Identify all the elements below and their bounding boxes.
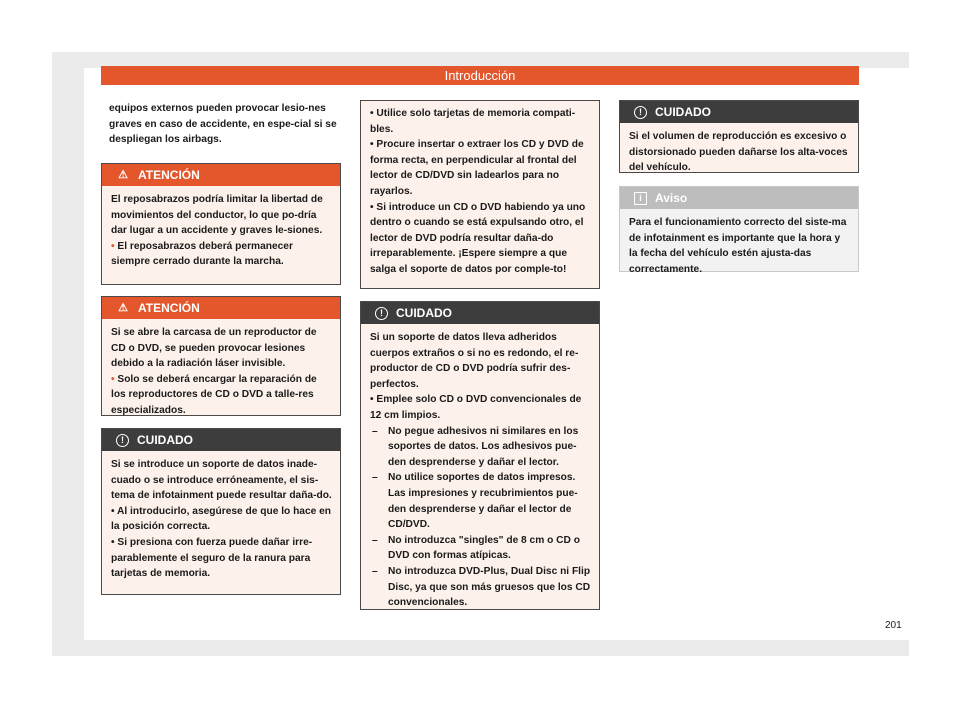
notice-header <box>620 187 858 209</box>
warning-bullet <box>111 239 332 270</box>
caution-box-media <box>101 428 341 595</box>
warning-title: ATENCIÓN <box>138 301 200 315</box>
warning-bullet-text: El reposabrazos deberá permanecer siempre cerrado durante la marcha. <box>111 240 293 268</box>
warning-bullet <box>111 372 332 419</box>
warning-body <box>102 186 340 270</box>
bullet-icon: • <box>111 373 118 385</box>
warning-body <box>102 319 340 419</box>
caution-header <box>620 101 858 123</box>
tips-bullet-text: Procure insertar o extraer los CD y DVD de forma recta, en perpendicular al frontal del lector de CD/DVD sin ladearlos para no rayarlos. <box>370 139 584 197</box>
warning-triangle-icon: ⚠ <box>118 169 128 181</box>
caution-dash-item: – No pegue adhesivos ni similares en los soportes de datos. Los adhesivos pue-den desprenderse y dañar el lector. <box>370 424 591 471</box>
caution-box-volume <box>619 100 859 173</box>
notice-box <box>619 186 859 275</box>
intro-paragraph <box>109 101 339 148</box>
caution-text: Si el volumen de reproducción es excesivo o distorsionado pueden dañarse los alta-voces del vehículo. <box>629 131 848 174</box>
caution-title: CUIDADO <box>396 306 452 320</box>
caution-body <box>102 451 340 582</box>
warning-box-armrest <box>101 163 341 285</box>
warning-box-laser <box>101 296 341 416</box>
tips-bullet: • Utilice solo tarjetas de memoria compati-bles. <box>370 108 576 135</box>
caution-bullet: • Emplee solo CD o DVD convencionales de 12 cm limpios. <box>370 394 582 421</box>
tips-bullet-text: Utilice solo tarjetas de memoria compati-bles. <box>370 108 576 135</box>
caution-bullet: • Si presiona con fuerza puede dañar irre-parablemente el seguro de la ranura para tarjetas de memoria. <box>111 536 313 580</box>
caution-dash-item: – No utilice soportes de datos impresos. Las impresiones y recubrimientos pue-den desprenderse y dañar el lector de CD/DVD. <box>370 470 591 532</box>
tips-bullet-text: Si introduce un CD o DVD habiendo ya uno dentro o cuando se está expulsando otro, el lector de DVD podría resultar daña-do irreparablemente. ¡Espere siempre a que salga el soporte de datos por comple-to! <box>370 201 586 275</box>
info-icon: i <box>634 192 647 205</box>
caution-text: Si se introduce un soporte de datos inade-cuado o se introduce erróneamente, el sis-tema de infotainment puede resultar daña-do. <box>111 459 332 502</box>
warning-header <box>102 297 340 319</box>
caution-body <box>620 123 858 176</box>
notice-text: Para el funcionamiento correcto del siste-ma de infotainment es importante que la hora y la fecha del vehículo estén ajusta-das correctamente. <box>629 217 847 275</box>
warning-bullet-text: Solo se deberá encargar la reparación de los reproductores de CD o DVD a talle-res especializados. <box>111 373 317 416</box>
tips-box <box>360 100 600 289</box>
caution-dash-item: – No introduzca DVD-Plus, Dual Disc ni Flip Disc, ya que son más gruesos que los CD convencionales. <box>370 564 591 611</box>
caution-circle-icon: ! <box>116 434 129 447</box>
warning-header <box>102 164 340 186</box>
page-number: 201 <box>885 620 902 631</box>
intro-text: equipos externos pueden provocar lesio-nes graves en caso de accidente, en espe-cial si se despliegan los airbags. <box>109 103 337 146</box>
tips-body <box>361 101 599 278</box>
notice-title: Aviso <box>655 191 688 205</box>
caution-title: CUIDADO <box>137 433 193 447</box>
section-header: Introducción <box>101 66 859 85</box>
caution-title: CUIDADO <box>655 105 711 119</box>
caution-bullet-text: Si presiona con fuerza puede dañar irre-parablemente el seguro de la ranura para tarjetas de memoria. <box>111 536 313 580</box>
notice-body <box>620 209 858 277</box>
warning-text: Si se abre la carcasa de un reproductor de CD o DVD, se pueden provocar lesiones debido a la radiación láser invisible. <box>111 327 317 370</box>
warning-triangle-icon: ⚠ <box>118 302 128 314</box>
caution-header <box>361 302 599 324</box>
caution-dash-item: – No introduzca "singles" de 8 cm o CD o DVD con formas atípicas. <box>370 533 591 564</box>
caution-box-discs <box>360 301 600 610</box>
caution-body <box>361 324 599 611</box>
caution-circle-icon: ! <box>375 307 388 320</box>
caution-text: Si un soporte de datos lleva adheridos cuerpos extraños o si no es redondo, el re-productor de CD o DVD podría sufrir des-perfectos. <box>370 332 579 390</box>
tips-bullet: • Si introduce un CD o DVD habiendo ya uno dentro o cuando se está expulsando otro, el lector de DVD podría resultar daña-do irreparablemente. ¡Espere siempre a que salga el soporte de datos por comple-to! <box>370 201 586 275</box>
tips-bullet: • Procure insertar o extraer los CD y DVD de forma recta, en perpendicular al frontal del lector de CD/DVD sin ladearlos para no rayarlos. <box>370 139 584 197</box>
caution-circle-icon: ! <box>634 106 647 119</box>
warning-text: El reposabrazos podría limitar la libertad de movimientos del conductor, lo que po-dría dar lugar a un accidente y graves le-siones. <box>111 194 323 237</box>
caution-bullet-text: Al introducirlo, asegúrese de que lo hace en la posición correcta. <box>111 505 332 533</box>
caution-bullet: • Al introducirlo, asegúrese de que lo hace en la posición correcta. <box>111 505 332 533</box>
caution-header <box>102 429 340 451</box>
caution-bullet-text: Emplee solo CD o DVD convencionales de 12 cm limpios. <box>370 394 582 421</box>
warning-title: ATENCIÓN <box>138 168 200 182</box>
bullet-icon: • <box>111 240 118 252</box>
